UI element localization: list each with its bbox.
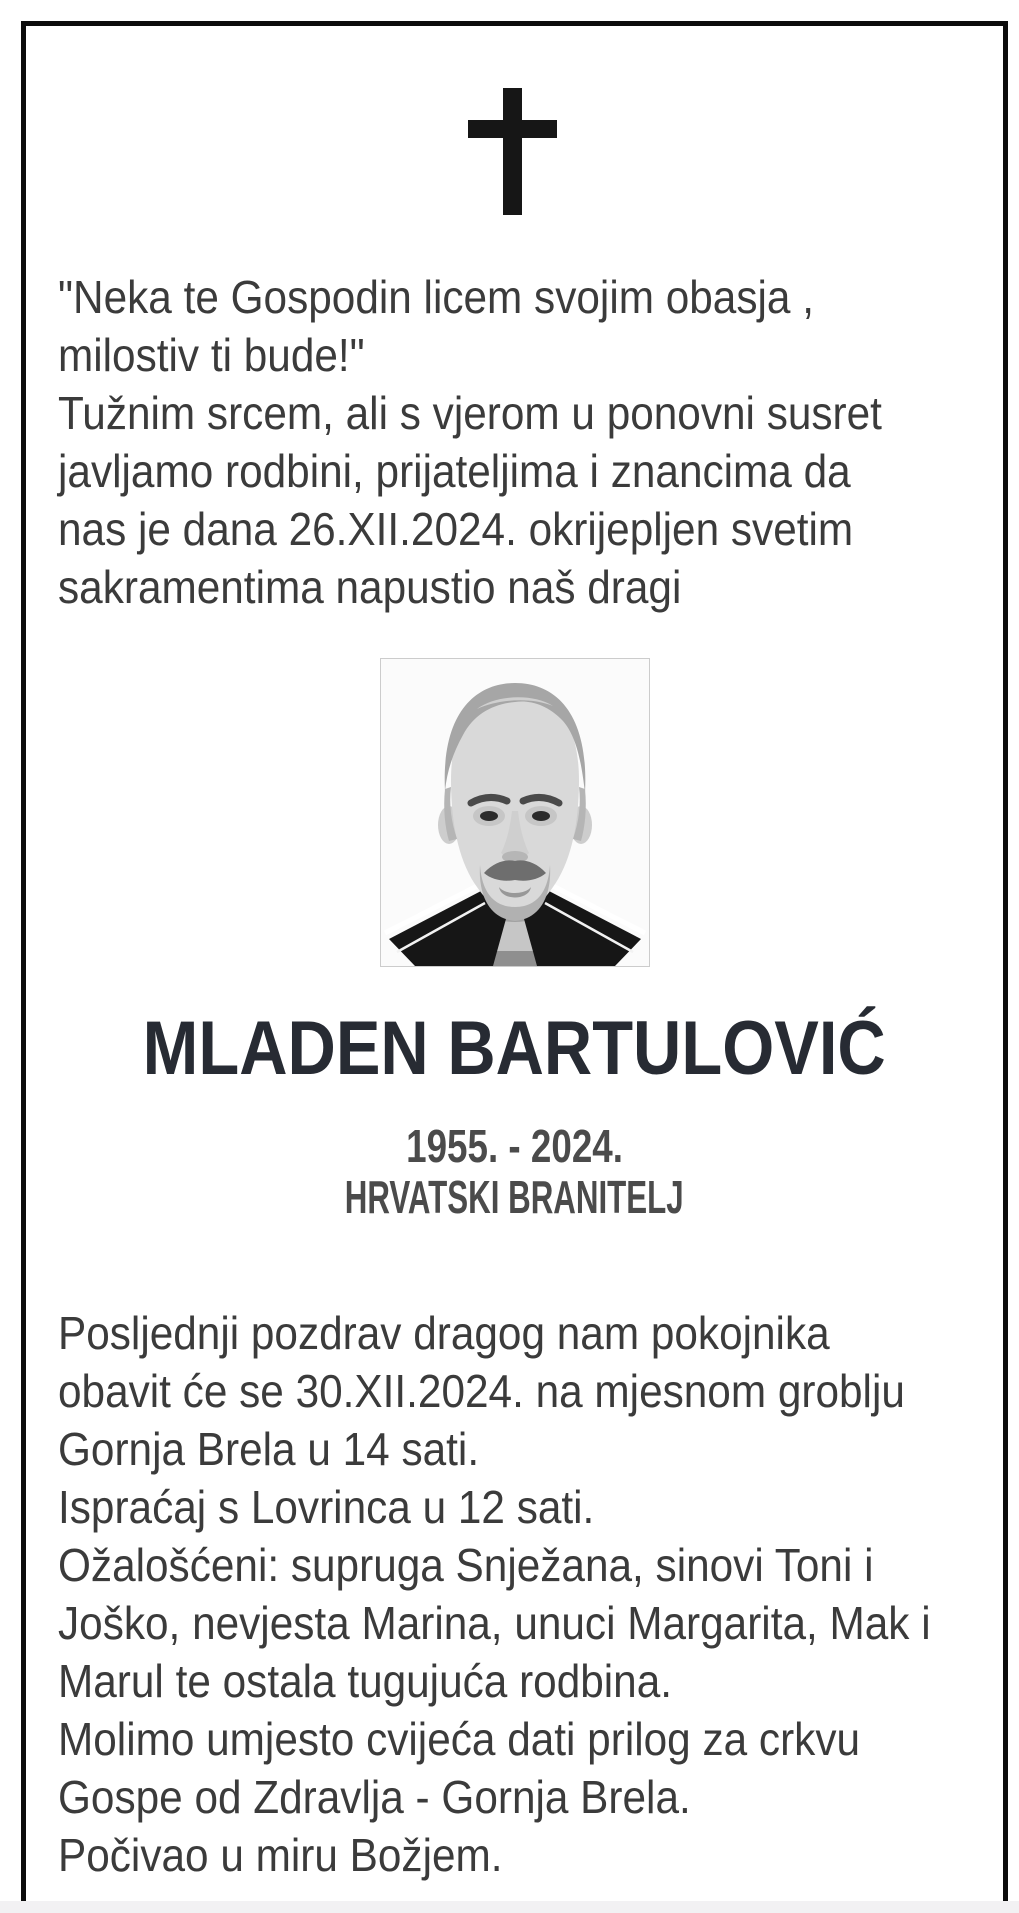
announcement-line: sakramentima napustio naš dragi <box>58 561 682 613</box>
announcement-line: milostiv ti bude!" <box>58 329 365 381</box>
announcement-line: "Neka te Gospodin licem svojim obasja , <box>58 271 814 323</box>
deceased-name: MLADEN BARTULOVIĆ <box>142 1006 887 1091</box>
deceased-portrait-image <box>381 659 649 966</box>
details-line: Gospe od Zdravlja - Gornja Brela. <box>58 1771 691 1823</box>
funeral-details-paragraph <box>58 1304 931 1884</box>
details-line: Molimo umjesto cvijeća dati prilog za crkvu <box>58 1713 861 1765</box>
details-line: Ispraćaj s Lovrinca u 12 sati. <box>58 1481 595 1533</box>
announcement-line: javljamo rodbini, prijateljima i znancima da <box>58 445 851 497</box>
life-years: 1955. - 2024. <box>406 1120 623 1172</box>
details-line: Posljednji pozdrav dragog nam pokojnika <box>58 1307 830 1359</box>
life-years-row <box>21 1120 1008 1172</box>
details-line: Počivao u miru Božjem. <box>58 1829 503 1881</box>
deceased-name-row <box>21 1006 1008 1091</box>
announcement-line: nas je dana 26.XII.2024. okrijepljen svetim <box>58 503 854 555</box>
latin-cross-icon <box>468 88 557 215</box>
deceased-photo <box>380 658 650 967</box>
announcement-line: Tužnim srcem, ali s vjerom u ponovni susret <box>58 387 882 439</box>
cross-horizontal-bar <box>468 120 557 138</box>
details-line: Gornja Brela u 14 sati. <box>58 1423 480 1475</box>
veteran-title-row <box>21 1171 1008 1223</box>
announcement-paragraph <box>58 268 882 616</box>
details-line: obavit će se 30.XII.2024. na mjesnom groblju <box>58 1365 905 1417</box>
veteran-title: HRVATSKI BRANITELJ <box>345 1171 684 1223</box>
details-line: Joško, nevjesta Marina, unuci Margarita, Mak i <box>58 1597 931 1649</box>
details-line: Marul te ostala tugujuća rodbina. <box>58 1655 673 1707</box>
cross-vertical-bar <box>503 88 522 215</box>
details-line: Ožalošćeni: supruga Snježana, sinovi Toni i <box>58 1539 874 1591</box>
bottom-strip <box>0 1901 1019 1913</box>
